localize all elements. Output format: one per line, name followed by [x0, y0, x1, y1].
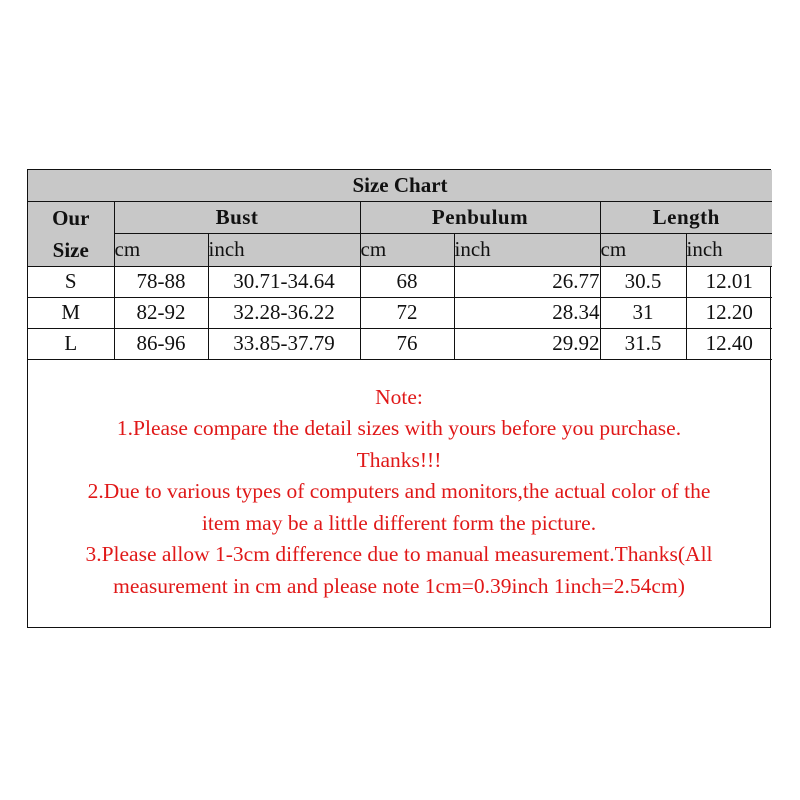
size-table — [28, 170, 772, 360]
title-row — [28, 170, 772, 201]
penbulum-inch-cell: 28.34 — [454, 297, 600, 328]
unit-header: cm — [114, 234, 208, 267]
note-line: item may be a little different form the picture. — [201, 510, 597, 535]
group-header-length: Length — [600, 201, 772, 234]
unit-header-row — [28, 234, 772, 267]
size-header-line1: Our — [52, 205, 90, 230]
unit-header: inch — [686, 234, 772, 267]
table-row — [28, 266, 772, 297]
size-label: L — [28, 328, 114, 359]
note-line: 1.Please compare the detail sizes with yours before you purchase. — [116, 416, 682, 440]
group-header-penbulum: Penbulum — [360, 201, 600, 234]
unit-header: cm — [360, 234, 454, 267]
group-header-bust: Bust — [114, 201, 360, 234]
note-line: 3.Please allow 1-3cm difference due to manual measurement.Thanks(All — [85, 542, 713, 566]
length-cm-cell: 31.5 — [600, 328, 686, 359]
unit-header: inch — [208, 234, 360, 267]
penbulum-inch-cell: 26.77 — [454, 266, 600, 297]
size-header-line2: Size — [52, 237, 89, 262]
bust-inch-cell: 30.71-34.64 — [208, 266, 360, 297]
length-cm-cell: 31 — [600, 297, 686, 328]
note-line: 2.Due to various types of computers and monitors,the actual color of the — [87, 479, 711, 503]
bust-cm-cell: 86-96 — [114, 328, 208, 359]
bust-inch-cell: 32.28-36.22 — [208, 297, 360, 328]
unit-header: inch — [454, 234, 600, 267]
length-inch-cell: 12.40 — [686, 328, 772, 359]
size-label: M — [28, 297, 114, 328]
chart-title: Size Chart — [28, 170, 772, 201]
length-cm-cell: 30.5 — [600, 266, 686, 297]
penbulum-inch-cell: 29.92 — [454, 328, 600, 359]
note-line: Thanks!!! — [356, 447, 442, 472]
bust-cm-cell: 78-88 — [114, 266, 208, 297]
size-column-header — [28, 201, 114, 266]
penbulum-cm-cell: 68 — [360, 266, 454, 297]
table-row — [28, 297, 772, 328]
group-header-row — [28, 201, 772, 234]
table-row — [28, 328, 772, 359]
length-inch-cell: 12.01 — [686, 266, 772, 297]
penbulum-cm-cell: 76 — [360, 328, 454, 359]
penbulum-cm-cell: 72 — [360, 297, 454, 328]
bust-cm-cell: 82-92 — [114, 297, 208, 328]
note-line: measurement in cm and please note 1cm=0.39inch 1inch=2.54cm) — [113, 573, 685, 598]
notes-section — [28, 360, 770, 603]
size-chart — [27, 169, 771, 628]
size-label: S — [28, 266, 114, 297]
length-inch-cell: 12.20 — [686, 297, 772, 328]
notes-heading: Note: — [375, 384, 423, 409]
bust-inch-cell: 33.85-37.79 — [208, 328, 360, 359]
unit-header: cm — [600, 234, 686, 267]
